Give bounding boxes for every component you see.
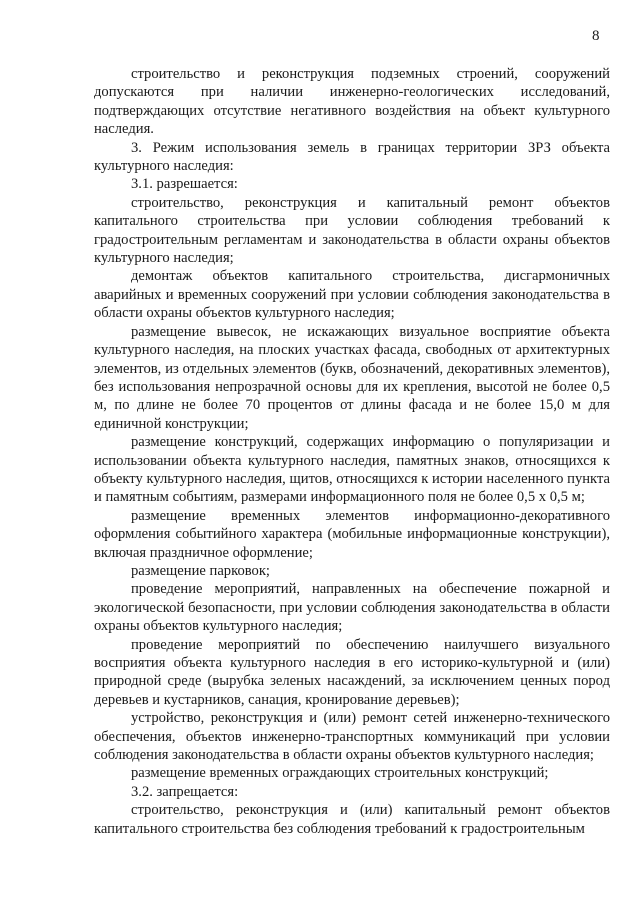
section-heading: 3. Режим использования земель в границах территории ЗРЗ объекта культурного наследия: [94,139,610,175]
paragraph: строительство и реконструкция подземных строений, сооружений допускаются при наличии инженерно-геологических исследований, подтверждающих отсутствие негативного воздействия на объект культурного наследия. [94,66,610,138]
subsection-heading: 3.1. разрешается: [131,176,238,193]
paragraph: размещение вывесок, не искажающих визуальное восприятие объекта культурного наследия, на плоских участках фасада, свободных от архитектурных элементов, из отдельных элементов (букв, обозначений, декоративных элементов), без использования непрозрачной основы для их крепления, высотой не более 0,5 м, по длине не более 70 процентов от длины фасада и не более 15,0 м для единичной конструкции; [94,323,610,432]
document-body [94,65,610,838]
page-number: 8 [592,28,600,44]
paragraph: демонтаж объектов капитального строительства, дисгармоничных аварийных и временных сооружений при условии соблюдения законодательства в области охраны объектов культурного наследия; [94,268,610,322]
paragraph: проведение мероприятий, направленных на обеспечение пожарной и экологической безопасности, при условии соблюдения законодательства в области охраны объектов культурного наследия; [94,581,610,635]
paragraph: строительство, реконструкция и (или) капитальный ремонт объектов капитального строительства без соблюдения требований к градостроительным [94,802,610,837]
paragraph: размещение парковок; [131,562,270,579]
paragraph: размещение временных элементов информационно-декоративного оформления событийного характера (мобильные информационные конструкции), включая праздничное оформление; [94,507,610,561]
paragraph: строительство, реконструкция и капитальный ремонт объектов капитального строительства при условии соблюдения требований к градостроительным регламентам и законодательства в области охраны объектов культурного наследия; [94,194,610,267]
paragraph: размещение конструкций, содержащих информацию о популяризации и использовании объекта культурного наследия, памятных знаков, относящихся к объекту культурного наследия, щитов, относящихся к истории населенного пункта и памятным событиям, размерами информационного поля не более 0,5 х 0,5 м; [94,434,610,506]
paragraph: устройство, реконструкция и (или) ремонт сетей инженерно-технического обеспечения, объектов инженерно-транспортных коммуникаций при условии соблюдения законодательства в области охраны объектов культурного наследия; [94,710,610,764]
subsection-heading: 3.2. запрещается: [131,783,239,800]
paragraph: размещение временных ограждающих строительных конструкций; [131,765,549,782]
paragraph: проведение мероприятий по обеспечению наилучшего визуального восприятия объекта культурного наследия в его историко-культурной и (или) природной среде (вырубка зеленых насаждений, за исключением ценных пород деревьев и кустарников, санация, кронирование деревьев); [94,636,610,708]
